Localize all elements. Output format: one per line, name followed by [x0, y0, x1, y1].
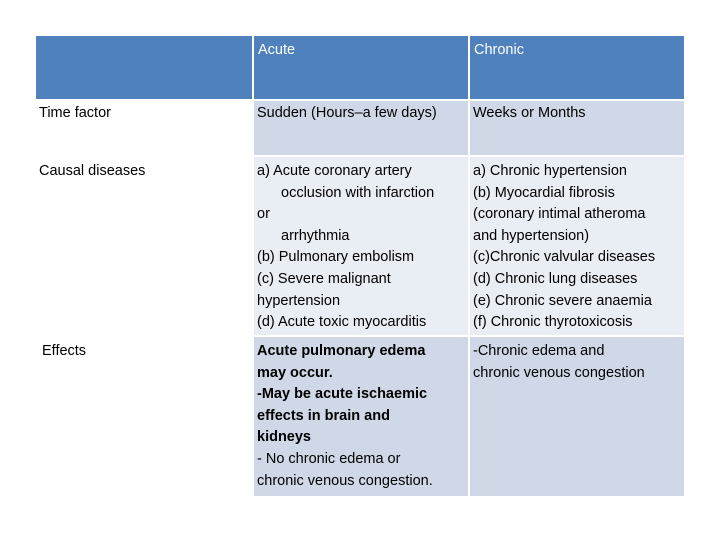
- causal-chronic-line: (f) Chronic thyrotoxicosis: [473, 314, 633, 331]
- table-row-causal-diseases: [36, 157, 684, 335]
- time-factor-acute-cell: [254, 101, 468, 155]
- comparison-table: [36, 36, 684, 496]
- causal-chronic-line: (e) Chronic severe anaemia: [473, 292, 652, 309]
- causal-diseases-chronic-cell: [470, 157, 684, 335]
- causal-chronic-line: and hypertension): [473, 227, 590, 244]
- table-row-time-factor: [36, 101, 684, 155]
- effects-chronic-line: chronic venous congestion: [473, 364, 645, 381]
- row-label-causal-diseases: Causal diseases: [36, 157, 252, 335]
- causal-acute-line: (b) Pulmonary embolism: [257, 249, 415, 266]
- effects-acute-line: chronic venous congestion.: [257, 472, 433, 489]
- causal-acute-line: occlusion with infarction: [281, 184, 435, 201]
- effects-chronic-line: -Chronic edema and: [473, 343, 605, 359]
- causal-chronic-line: (coronary intimal atheroma: [473, 206, 646, 223]
- time-factor-chronic-text: Weeks or Months: [473, 105, 586, 121]
- effects-chronic-cell: [470, 337, 684, 496]
- effects-acute-line: Acute pulmonary edema: [257, 343, 426, 359]
- causal-acute-line: a) Acute coronary artery: [257, 163, 412, 179]
- row-label-effects: Effects: [36, 337, 252, 496]
- time-factor-chronic-cell: [470, 101, 684, 155]
- effects-acute-line: -May be acute ischaemic: [257, 386, 428, 403]
- causal-chronic-line: (c)Chronic valvular diseases: [473, 249, 656, 266]
- time-factor-acute-text: Sudden (Hours–a few days): [257, 105, 437, 121]
- causal-acute-line: (d) Acute toxic myocarditis: [257, 314, 427, 331]
- causal-acute-line: or: [257, 206, 270, 223]
- header-cell-chronic: Chronic: [470, 36, 684, 99]
- effects-acute-line: effects in brain and: [257, 407, 390, 424]
- causal-chronic-line: a) Chronic hypertension: [473, 163, 627, 179]
- causal-diseases-acute-cell: [254, 157, 468, 335]
- effects-acute-line: - No chronic edema or: [257, 450, 401, 467]
- causal-chronic-line: (d) Chronic lung diseases: [473, 270, 638, 287]
- effects-acute-line: may occur.: [257, 364, 333, 381]
- causal-acute-line: (c) Severe malignant: [257, 270, 391, 287]
- causal-chronic-line: (b) Myocardial fibrosis: [473, 184, 615, 201]
- table-row-effects: [36, 337, 684, 496]
- causal-acute-line: hypertension: [257, 292, 341, 309]
- table-header-row: [36, 36, 684, 99]
- header-cell-empty: [36, 36, 252, 99]
- effects-acute-cell: [254, 337, 468, 496]
- row-label-time-factor: Time factor: [36, 101, 252, 155]
- effects-acute-line: kidneys: [257, 429, 311, 446]
- header-cell-acute: Acute: [254, 36, 468, 99]
- causal-acute-line: arrhythmia: [281, 227, 350, 244]
